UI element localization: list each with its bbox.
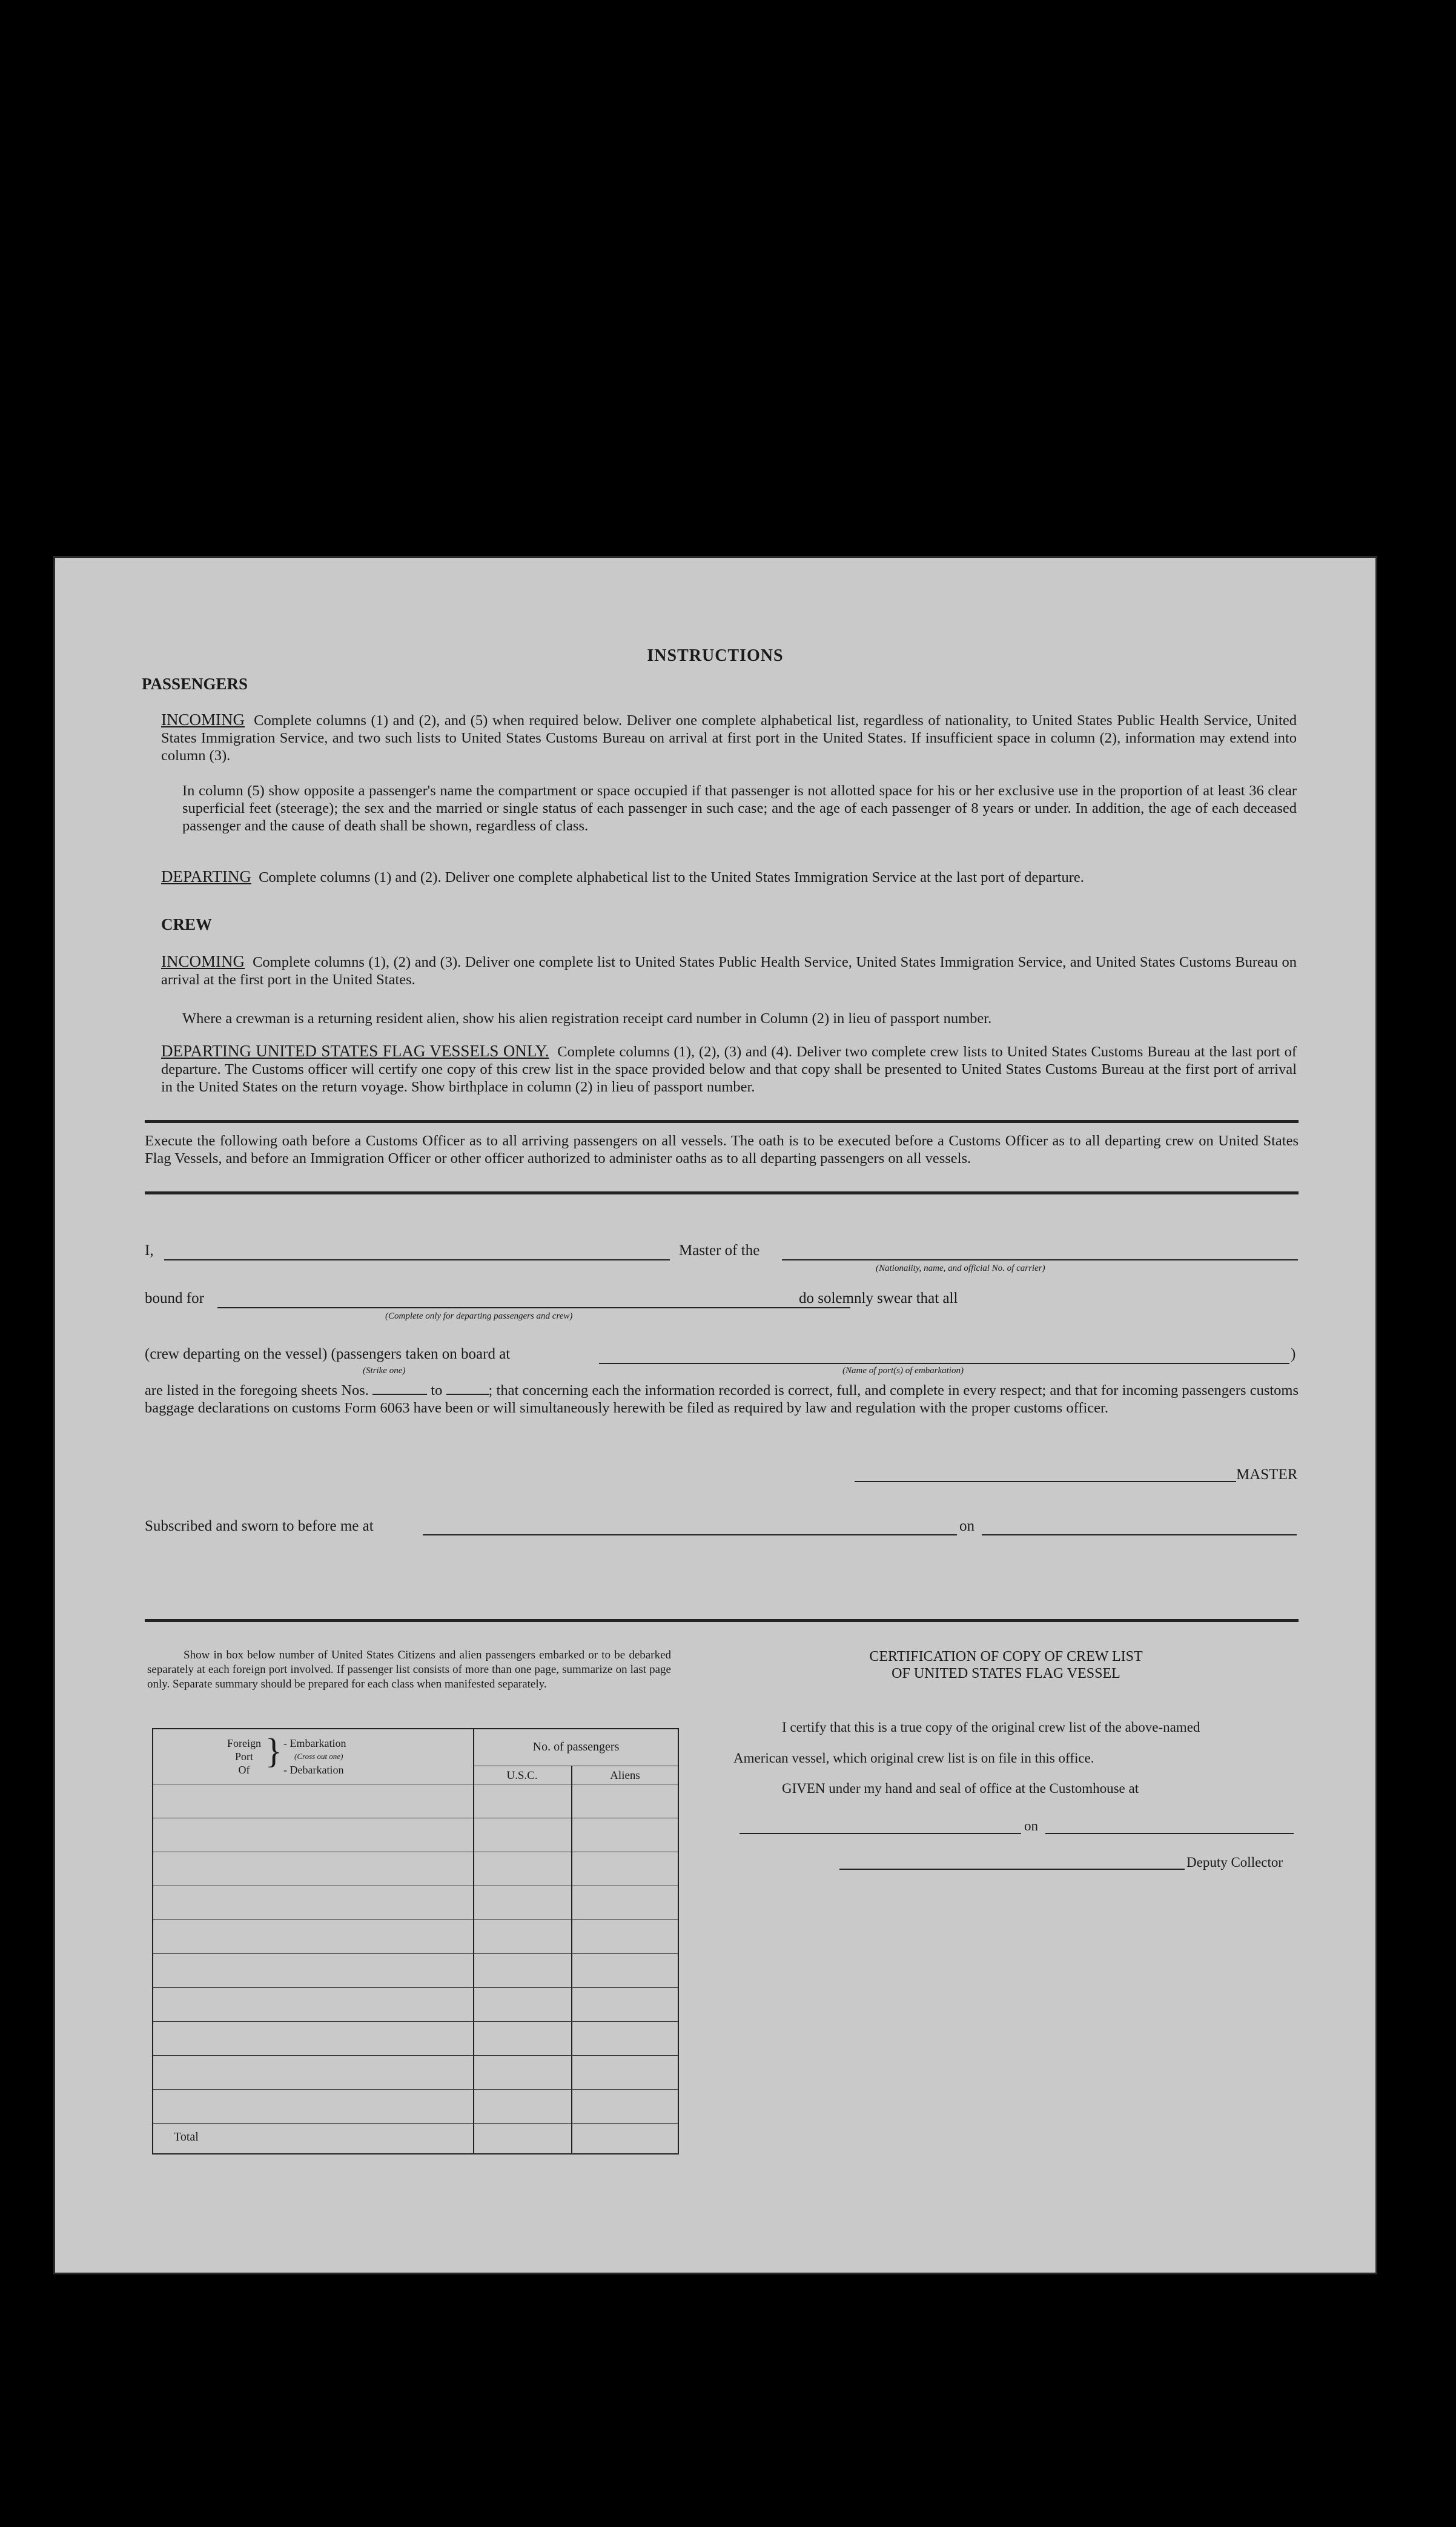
passengers-incoming-paragraph (161, 711, 1297, 764)
no-passengers-header: No. of passengers (532, 1740, 620, 1754)
table-row (153, 2123, 678, 2124)
summary-instructions: Show in box below number of United States Citizens and alien passengers embarked or to be debarked separately at each foreign port involved. If passenger list consists of more than one page, summarize on last page only. Separate summary should be prepared for each class when manifested separately. (147, 1649, 671, 1691)
crew-heading: CREW (161, 915, 213, 933)
swear-label: do solemnly swear that all (799, 1290, 958, 1307)
embarkation-option[interactable]: - Embarkation (283, 1737, 346, 1749)
crew-incoming-paragraph (161, 953, 1297, 989)
close-paren: ) (1291, 1346, 1296, 1362)
table-row (153, 1953, 678, 1954)
divider-rule (145, 1619, 1299, 1622)
certify-on-label: on (1024, 1818, 1038, 1833)
bound-for-label: bound for (145, 1290, 204, 1307)
debarkation-option[interactable]: - Debarkation (283, 1764, 344, 1776)
master-signature-field[interactable] (855, 1481, 1236, 1482)
sheet-from-field[interactable] (372, 1394, 427, 1395)
certify-line-2: American vessel, which original crew list is on file in this office. (733, 1750, 1094, 1766)
on-label: on (959, 1518, 975, 1534)
certify-line-3: GIVEN under my hand and seal of office at the Customhouse at (782, 1781, 1139, 1796)
aliens-header: Aliens (610, 1769, 640, 1782)
passengers-departing-paragraph (161, 868, 1297, 886)
subscribed-label: Subscribed and sworn to before me at (145, 1518, 374, 1534)
oath-intro-paragraph: Execute the following oath before a Customs Officer as to all arriving passengers on all vessels. The oath is to be executed before a Customs Officer as to all departing crew on United States Flag Vessels, and before an Immigration Officer or other officer authorized to administer oaths as to all departing passengers on all vessels. (145, 1133, 1299, 1167)
certify-line-1: I certify that this is a true copy of the original crew list of the above-named (782, 1720, 1200, 1735)
customhouse-date-field[interactable] (1045, 1833, 1294, 1834)
usc-header: U.S.C. (506, 1769, 538, 1782)
nationality-caption: (Nationality, name, and official No. of carrier) (876, 1264, 1045, 1273)
listed-paragraph (145, 1382, 1299, 1417)
embarkation-port-field[interactable] (599, 1363, 1289, 1364)
strike-one-caption: (Strike one) (363, 1366, 406, 1376)
incoming-label: INCOMING (161, 710, 245, 729)
sworn-place-field[interactable] (423, 1534, 957, 1535)
foreign-word: Foreign (227, 1737, 261, 1749)
port-caption: (Name of port(s) of embarkation) (842, 1366, 964, 1376)
divider-rule (145, 1191, 1299, 1194)
certification-heading (733, 1648, 1279, 1682)
master-label: MASTER (1236, 1466, 1298, 1483)
table-row (153, 1987, 678, 1988)
summary-table (152, 1728, 679, 2154)
table-row (153, 2089, 678, 2090)
column-divider (473, 1729, 474, 2153)
bound-for-field[interactable] (217, 1307, 850, 1308)
master-name-field[interactable] (164, 1259, 670, 1260)
cross-out-caption: (Cross out one) (294, 1752, 343, 1761)
oath-i-label: I, (145, 1242, 154, 1259)
table-row (153, 2021, 678, 2022)
flag-vessels-paragraph (161, 1042, 1297, 1096)
sheet-to-field[interactable] (446, 1394, 489, 1395)
sworn-date-field[interactable] (982, 1534, 1297, 1535)
divider-rule (145, 1120, 1299, 1123)
resident-alien-paragraph: Where a crewman is a returning resident alien, show his alien registration receipt card number in Column (2) in lieu of passport number. (182, 1010, 992, 1027)
crew-incoming-label: INCOMING (161, 952, 245, 970)
passengers-heading: PASSENGERS (142, 675, 248, 693)
crew-incoming-text: Complete columns (1), (2) and (3). Deliver one complete list to United States Public Health Service, United States Immigration Service, and United States Customs Bureau on arrival at the first port in the United States. (161, 954, 1297, 988)
of-word: Of (238, 1764, 250, 1776)
carrier-field[interactable] (782, 1259, 1298, 1260)
flag-vessels-text: Complete columns (1), (2), (3) and (4). Deliver two complete crew lists to United States Customs Bureau at the last port of departure. The Customs officer will certify one copy of this crew list in the space provided below and that copy shall be presented to United States Customs Bureau at the first port of arrival in the United States on the return voyage. Show birthplace in column (2) in lieu of passport number. (161, 1044, 1297, 1095)
certification-heading-line-1: CERTIFICATION OF COPY OF CREW LIST (869, 1649, 1143, 1664)
listed-text-2: ; that concerning each the information recorded is correct, full, and complete in every respect; and that for incoming passengers customs baggage declarations on customs Form 6063 have been or will simultaneously herewith be filed as required by law and regulation with the proper customs officer. (145, 1382, 1299, 1416)
master-of-label: Master of the (679, 1242, 760, 1259)
column5-paragraph: In column (5) show opposite a passenger's name the compartment or space occupied if that passenger is not allotted space for his or her exclusive use in the proportion of at least 36 clear superficial feet (steerage); the sex and the married or single status of each passenger in such case; and the age of each passenger of 8 years or under. In addition, the age of each deceased passenger and the cause of death shall be shown, regardless of class. (182, 783, 1297, 834)
crew-departing-label: (crew departing on the vessel) (passengers taken on board at (145, 1346, 511, 1362)
column-divider (571, 1766, 572, 2153)
form-sheet (53, 556, 1377, 2274)
foreign-port-label (220, 1737, 268, 1777)
page-title: INSTRUCTIONS (647, 646, 784, 665)
certification-heading-line-2: OF UNITED STATES FLAG VESSEL (892, 1666, 1120, 1681)
bound-for-caption: (Complete only for departing passengers and crew) (385, 1311, 573, 1321)
total-label: Total (174, 2130, 199, 2144)
embark-options (283, 1737, 346, 1777)
departing-text: Complete columns (1) and (2). Deliver one complete alphabetical list to the United States Immigration Service at the last port of departure. (259, 869, 1084, 886)
deputy-collector-label: Deputy Collector (1186, 1855, 1283, 1870)
deputy-signature-field[interactable] (839, 1869, 1185, 1870)
listed-text-1: are listed in the foregoing sheets Nos. (145, 1382, 369, 1399)
table-row (153, 1919, 678, 1920)
table-row (153, 2055, 678, 2056)
flag-vessels-label: DEPARTING UNITED STATES FLAG VESSELS ONLY. (161, 1042, 549, 1060)
departing-label: DEPARTING (161, 867, 251, 886)
port-word: Port (234, 1750, 253, 1763)
incoming-text: Complete columns (1) and (2), and (5) when required below. Deliver one complete alphabetical list, regardless of nationality, to United States Public Health Service, United States Immigration Service, and two such lists to United States Customs Bureau on arrival at first port in the United States. If insufficient space in column (2), information may extend into column (3). (161, 712, 1297, 764)
customhouse-place-field[interactable] (740, 1833, 1021, 1834)
to-label: to (431, 1382, 443, 1399)
brace-glyph: } (265, 1731, 282, 1770)
